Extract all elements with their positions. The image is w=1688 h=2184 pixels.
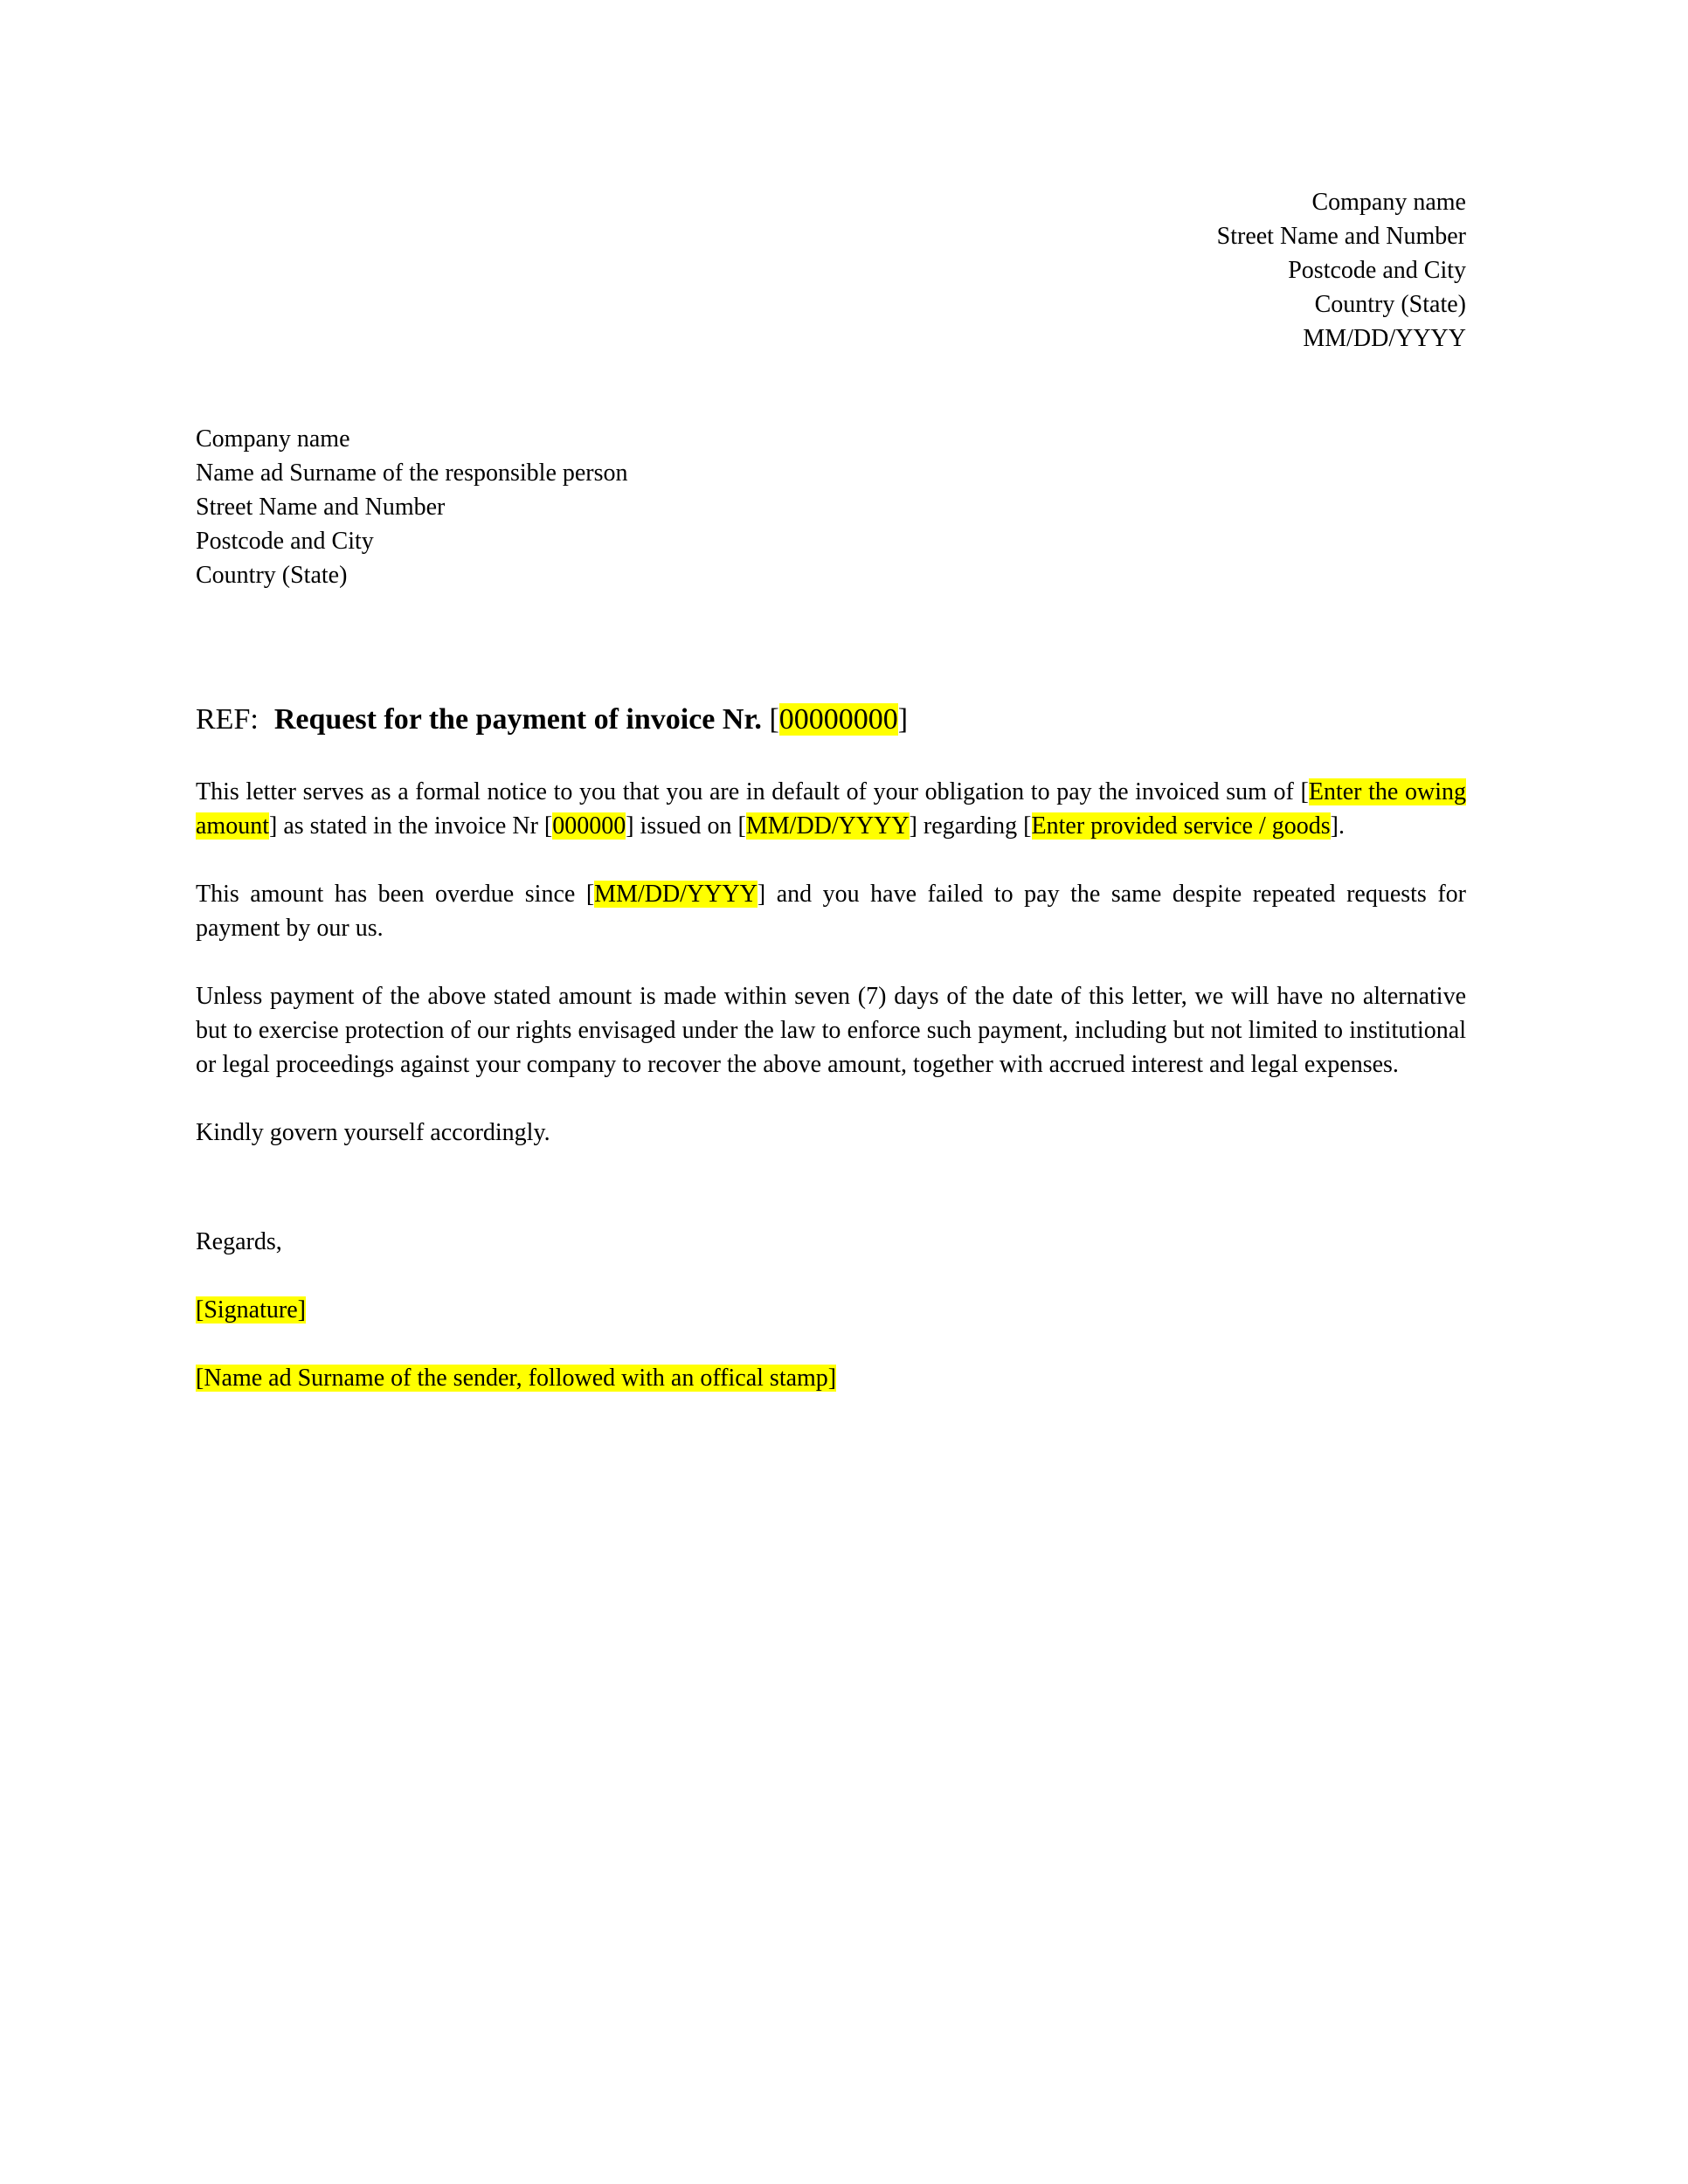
paragraph-1-text: ] issued on [ xyxy=(626,812,746,840)
recipient-responsible-person: Name ad Surname of the responsible person xyxy=(196,460,628,487)
paragraph-1 xyxy=(196,775,1466,843)
overdue-date-placeholder: MM/DD/YYYY xyxy=(594,881,758,908)
owing-amount-placeholder: Enter the owing amount xyxy=(196,778,1466,840)
paragraph-1-text: This letter serves as a formal notice to you that you are in default of your obligation to pay the invoiced sum of [ xyxy=(196,778,1309,805)
letter-date: MM/DD/YYYY xyxy=(1303,325,1466,352)
paragraph-1-text: ] regarding [ xyxy=(909,812,1032,840)
paragraph-1-text: ] as stated in the invoice Nr [ xyxy=(269,812,553,840)
signature-line xyxy=(196,1293,1466,1327)
paragraph-2-text: This amount has been overdue since [ xyxy=(196,881,595,908)
closing-line: Regards, xyxy=(196,1228,282,1255)
letter-subject: Request for the payment of invoice Nr. xyxy=(273,703,762,736)
paragraph-2 xyxy=(196,877,1466,945)
invoice-nr-placeholder: 000000 xyxy=(552,812,626,840)
sender-company-name: Company name xyxy=(1311,189,1466,216)
recipient-address-block xyxy=(196,422,1466,592)
paragraph-1-text: ]. xyxy=(1330,812,1345,840)
recipient-street: Street Name and Number xyxy=(196,494,446,521)
issue-date-placeholder: MM/DD/YYYY xyxy=(745,812,910,840)
recipient-country: Country (State) xyxy=(196,562,348,589)
sender-name-placeholder: [Name ad Surname of the sender, followed with an offical stamp] xyxy=(196,1365,837,1392)
recipient-postcode-city: Postcode and City xyxy=(196,528,374,555)
ref-bracket-open: [ xyxy=(761,703,779,736)
sender-street: Street Name and Number xyxy=(1216,223,1466,250)
sender-postcode-city: Postcode and City xyxy=(1288,257,1466,284)
signature-placeholder: [Signature] xyxy=(196,1296,306,1324)
invoice-number-placeholder: 00000000 xyxy=(778,703,898,736)
sender-name-line xyxy=(196,1361,1466,1395)
paragraph-3: Unless payment of the above stated amount is made within seven (7) days of the date of this letter, we will have no alternative but to exercise protection of our rights envisaged under the law to enforce such payment, including but not limited to institutional or legal proceedings against your company to recover the above amount, together with accrued interest and legal expenses. xyxy=(196,983,1466,1078)
recipient-company-name: Company name xyxy=(196,425,350,453)
ref-bracket-close: ] xyxy=(897,703,909,736)
paragraph-2-text: ] and you have failed to pay the same despite repeated requests for payment by our us. xyxy=(196,881,1466,942)
paragraph-4: Kindly govern yourself accordingly. xyxy=(196,1119,550,1146)
service-goods-placeholder: Enter provided service / goods xyxy=(1031,812,1331,840)
ref-label: REF: xyxy=(196,703,259,736)
reference-line xyxy=(196,699,1466,741)
sender-address-block xyxy=(196,185,1466,356)
sender-country: Country (State) xyxy=(1314,291,1466,318)
